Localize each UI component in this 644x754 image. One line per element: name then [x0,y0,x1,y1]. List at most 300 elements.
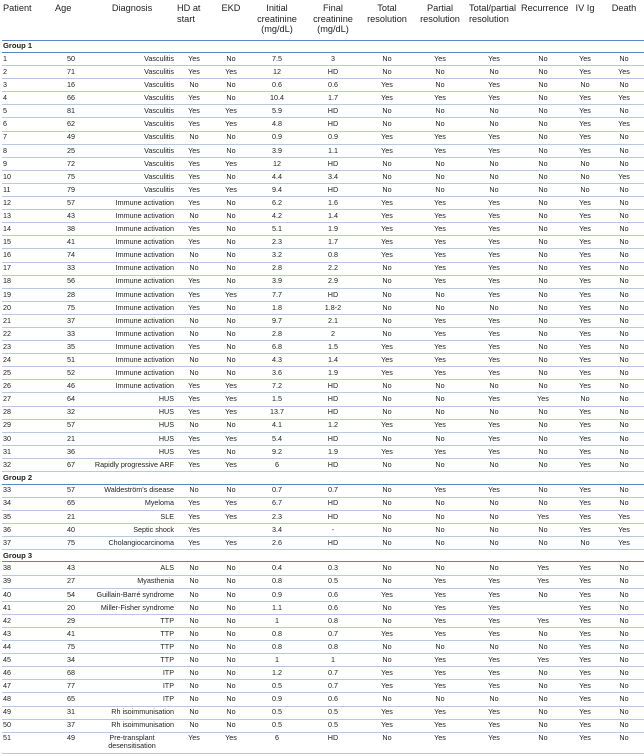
cell-total-partial-resolution: Yes [468,144,520,157]
cell-total-resolution: No [362,118,412,131]
cell-patient: 44 [2,641,54,654]
group-header-row [2,40,644,53]
cell-patient: 43 [2,627,54,640]
cell-initial-creatinine: 0.5 [250,719,304,732]
cell-death: No [604,601,644,614]
cell-age: 51 [54,354,88,367]
header-age: Age [55,3,72,13]
table-row [2,393,644,406]
cell-ekd: No [212,614,250,627]
cell-total-resolution: No [362,536,412,549]
cell-recurrence: Yes [520,575,566,588]
cell-ekd: No [212,484,250,497]
cell-final-creatinine: HD [304,432,362,445]
cell-partial-resolution: Yes [412,680,468,693]
cell-partial-resolution: Yes [412,314,468,327]
cell-ekd: No [212,641,250,654]
cell-recurrence: No [520,105,566,118]
cell-recurrence: No [520,367,566,380]
table-row [2,380,644,393]
cell-initial-creatinine: 4.8 [250,118,304,131]
cell-hd-at-start: No [176,680,212,693]
cell-ekd: No [212,53,250,66]
cell-total-partial-resolution: Yes [468,236,520,249]
cell-ekd: Yes [212,118,250,131]
cell-recurrence: No [520,354,566,367]
cell-initial-creatinine: 2.8 [250,327,304,340]
cell-total-partial-resolution: Yes [468,706,520,719]
cell-iv-ig: Yes [566,367,604,380]
cell-diagnosis: HUS [88,393,176,406]
cell-death: Yes [604,66,644,79]
cell-final-creatinine: 0.8 [304,614,362,627]
table-row [2,458,644,471]
cell-patient: 4 [2,92,54,105]
cell-age: 79 [54,183,88,196]
cell-diagnosis: Myeloma [88,497,176,510]
table-row [2,275,644,288]
cell-patient: 20 [2,301,54,314]
cell-iv-ig: Yes [566,497,604,510]
table-row [2,131,644,144]
cell-death: Yes [604,92,644,105]
cell-iv-ig: Yes [566,210,604,223]
cell-recurrence: No [520,53,566,66]
table-row [2,562,644,575]
cell-initial-creatinine: 3.9 [250,144,304,157]
cell-patient: 35 [2,510,54,523]
cell-hd-at-start: Yes [176,105,212,118]
cell-age: 68 [54,667,88,680]
cell-total-resolution: Yes [362,210,412,223]
cell-partial-resolution: Yes [412,262,468,275]
cell-diagnosis: Vasculitis [88,105,176,118]
cell-age: 46 [54,380,88,393]
cell-recurrence: Yes [520,393,566,406]
header-final-creatinine [304,0,362,40]
cell-age: 57 [54,419,88,432]
cell-hd-at-start: No [176,314,212,327]
cell-hd-at-start: Yes [176,53,212,66]
cell-partial-resolution: No [412,536,468,549]
cell-recurrence: No [520,693,566,706]
cell-partial-resolution: No [412,497,468,510]
cell-age: 43 [54,210,88,223]
cell-total-resolution: Yes [362,445,412,458]
cell-partial-resolution: Yes [412,144,468,157]
cell-patient: 49 [2,706,54,719]
cell-patient: 40 [2,588,54,601]
cell-hd-at-start: Yes [176,157,212,170]
cell-final-creatinine: 0.8 [304,641,362,654]
table-row [2,157,644,170]
cell-initial-creatinine: 7.5 [250,53,304,66]
cell-patient: 11 [2,183,54,196]
cell-patient: 10 [2,170,54,183]
cell-patient: 21 [2,314,54,327]
cell-death: No [604,458,644,471]
table-row [2,667,644,680]
cell-age: 54 [54,588,88,601]
cell-age: 75 [54,641,88,654]
cell-recurrence: No [520,197,566,210]
cell-death: No [604,562,644,575]
cell-death: No [604,654,644,667]
cell-total-resolution: No [362,601,412,614]
cell-total-partial-resolution: Yes [468,249,520,262]
cell-death: No [604,53,644,66]
cell-age: 56 [54,275,88,288]
cell-diagnosis: Rapidly progressive ARF [88,458,176,471]
cell-patient: 1 [2,53,54,66]
cell-age: 21 [54,510,88,523]
cell-recurrence: No [520,719,566,732]
cell-ekd: No [212,131,250,144]
cell-death: No [604,445,644,458]
table-row [2,105,644,118]
cell-initial-creatinine: 6.2 [250,197,304,210]
cell-final-creatinine: - [304,523,362,536]
header-ic-line-3: (mg/dL) [261,24,293,34]
table-row [2,719,644,732]
cell-total-partial-resolution: Yes [468,367,520,380]
cell-iv-ig: Yes [566,327,604,340]
cell-age: 49 [54,131,88,144]
cell-diagnosis: Vasculitis [88,92,176,105]
cell-total-partial-resolution: Yes [468,79,520,92]
cell-iv-ig: Yes [566,575,604,588]
cell-total-resolution: Yes [362,197,412,210]
cell-age: 29 [54,614,88,627]
table-row [2,210,644,223]
cell-patient: 15 [2,236,54,249]
cell-initial-creatinine: 0.4 [250,562,304,575]
cell-hd-at-start: Yes [176,406,212,419]
cell-age: 27 [54,575,88,588]
cell-total-partial-resolution: No [468,118,520,131]
cell-final-creatinine: HD [304,105,362,118]
cell-iv-ig: Yes [566,314,604,327]
cell-iv-ig: Yes [566,601,604,614]
cell-death: No [604,341,644,354]
cell-ekd: Yes [212,732,250,753]
cell-patient: 9 [2,157,54,170]
cell-total-resolution: No [362,458,412,471]
cell-patient: 7 [2,131,54,144]
cell-final-creatinine: HD [304,510,362,523]
cell-patient: 18 [2,275,54,288]
cell-age: 41 [54,236,88,249]
cell-initial-creatinine: 13.7 [250,406,304,419]
cell-death: No [604,314,644,327]
table-row [2,118,644,131]
cell-recurrence: Yes [520,614,566,627]
cell-recurrence: No [520,536,566,549]
cell-total-resolution: No [362,170,412,183]
cell-initial-creatinine: 5.1 [250,223,304,236]
cell-total-resolution: Yes [362,223,412,236]
cell-initial-creatinine: 2.6 [250,536,304,549]
cell-initial-creatinine: 5.4 [250,432,304,445]
cell-total-resolution: No [362,562,412,575]
cell-final-creatinine: HD [304,288,362,301]
cell-ekd: Yes [212,458,250,471]
cell-total-resolution: No [362,262,412,275]
header-recurrence: Recurrence [521,3,569,13]
cell-final-creatinine: 0.6 [304,588,362,601]
cell-diagnosis: HUS [88,406,176,419]
cell-diagnosis: Vasculitis [88,79,176,92]
cell-final-creatinine: 0.7 [304,484,362,497]
cell-diagnosis: Septic shock [88,523,176,536]
cell-final-creatinine: HD [304,497,362,510]
cell-partial-resolution: No [412,170,468,183]
cell-death: No [604,575,644,588]
cell-ekd: No [212,588,250,601]
cell-iv-ig: Yes [566,275,604,288]
cell-diagnosis: HUS [88,432,176,445]
cell-diagnosis: SLE [88,510,176,523]
cell-ekd: No [212,654,250,667]
cell-total-resolution: Yes [362,236,412,249]
cell-hd-at-start: No [176,588,212,601]
cell-iv-ig: Yes [566,588,604,601]
cell-recurrence: No [520,458,566,471]
cell-total-resolution: No [362,393,412,406]
cell-recurrence: No [520,667,566,680]
header-tr-line-1: Total [377,3,397,13]
cell-iv-ig: No [566,536,604,549]
cell-diagnosis: Immune activation [88,288,176,301]
cell-partial-resolution: No [412,301,468,314]
header-initial-creatinine [250,0,304,40]
cell-hd-at-start: No [176,484,212,497]
cell-hd-at-start: Yes [176,170,212,183]
group-label: Group 3 [2,549,644,562]
cell-initial-creatinine: 1.5 [250,393,304,406]
cell-total-partial-resolution: Yes [468,92,520,105]
cell-initial-creatinine: 6 [250,458,304,471]
cell-age: 77 [54,680,88,693]
cell-total-partial-resolution: Yes [468,262,520,275]
cell-final-creatinine: 1.2 [304,419,362,432]
cell-total-partial-resolution: No [468,693,520,706]
cell-diagnosis: Immune activation [88,236,176,249]
cell-diagnosis: Rh isoimmunisation [88,706,176,719]
header-tpr-line-1: Total/partial [469,3,516,13]
cell-final-creatinine: 1.8-2 [304,301,362,314]
cell-total-resolution: No [362,614,412,627]
cell-diagnosis: HUS [88,419,176,432]
cell-patient: 26 [2,380,54,393]
cell-iv-ig: Yes [566,341,604,354]
table-row [2,575,644,588]
cell-ekd: No [212,341,250,354]
cell-final-creatinine: 0.3 [304,562,362,575]
cell-total-partial-resolution: Yes [468,354,520,367]
cell-total-resolution: Yes [362,367,412,380]
cell-initial-creatinine: 10.4 [250,92,304,105]
cell-iv-ig: Yes [566,680,604,693]
cell-patient: 41 [2,601,54,614]
cell-death: No [604,223,644,236]
cell-partial-resolution: No [412,157,468,170]
cell-partial-resolution: No [412,641,468,654]
cell-iv-ig: Yes [566,131,604,144]
cell-death: No [604,157,644,170]
cell-final-creatinine: 0.5 [304,719,362,732]
cell-age: 32 [54,406,88,419]
cell-initial-creatinine: 0.8 [250,575,304,588]
cell-recurrence: No [520,445,566,458]
cell-ekd: No [212,249,250,262]
cell-death: Yes [604,170,644,183]
cell-age: 65 [54,497,88,510]
cell-partial-resolution: Yes [412,131,468,144]
table-row [2,627,644,640]
cell-hd-at-start: Yes [176,432,212,445]
cell-ekd: Yes [212,105,250,118]
cell-total-partial-resolution: Yes [468,484,520,497]
cell-initial-creatinine: 0.8 [250,627,304,640]
cell-iv-ig: Yes [566,732,604,753]
cell-age: 75 [54,301,88,314]
cell-age: 31 [54,706,88,719]
cell-total-resolution: No [362,105,412,118]
header-tpr-line-2: resolution [469,13,509,24]
cell-patient: 28 [2,406,54,419]
header-fc-line-2: creatinine [313,13,353,24]
cell-death: Yes [604,523,644,536]
cell-recurrence: No [520,497,566,510]
cell-total-resolution: Yes [362,667,412,680]
cell-total-resolution: No [362,183,412,196]
cell-total-resolution: No [362,510,412,523]
table-row [2,680,644,693]
cell-ekd: No [212,601,250,614]
cell-iv-ig: Yes [566,693,604,706]
table-row [2,92,644,105]
header-pr-line-2: resolution [420,13,460,24]
cell-total-resolution: Yes [362,131,412,144]
cell-diagnosis: Immune activation [88,301,176,314]
cell-total-partial-resolution: No [468,105,520,118]
cell-hd-at-start: Yes [176,536,212,549]
cell-age: 28 [54,288,88,301]
cell-hd-at-start: Yes [176,458,212,471]
cell-death: No [604,693,644,706]
header-iv-ig: IV Ig [575,3,595,13]
cell-hd-at-start: No [176,614,212,627]
cell-age: 49 [54,732,88,753]
cell-partial-resolution: Yes [412,354,468,367]
table-row [2,641,644,654]
cell-initial-creatinine: 0.5 [250,706,304,719]
table-row [2,510,644,523]
cell-age: 52 [54,367,88,380]
cell-death: No [604,275,644,288]
cell-total-partial-resolution: Yes [468,53,520,66]
table-row [2,732,644,753]
cell-diagnosis: Vasculitis [88,144,176,157]
cell-recurrence: No [520,66,566,79]
cell-partial-resolution: Yes [412,732,468,753]
table-row [2,536,644,549]
cell-final-creatinine: 0.5 [304,706,362,719]
cell-age: 75 [54,170,88,183]
cell-initial-creatinine: 9.2 [250,445,304,458]
cell-hd-at-start: Yes [176,288,212,301]
table-row [2,693,644,706]
cell-partial-resolution: Yes [412,249,468,262]
cell-total-partial-resolution: Yes [468,588,520,601]
cell-final-creatinine: 1.6 [304,197,362,210]
cell-diagnosis: Vasculitis [88,170,176,183]
cell-total-partial-resolution: No [468,510,520,523]
cell-diagnosis: Waldeström's disease [88,484,176,497]
cell-initial-creatinine: 0.9 [250,588,304,601]
cell-patient: 13 [2,210,54,223]
cell-initial-creatinine: 4.3 [250,354,304,367]
cell-final-creatinine: 1.5 [304,341,362,354]
cell-recurrence: Yes [520,510,566,523]
cell-death: No [604,627,644,640]
cell-death: No [604,432,644,445]
cell-patient: 19 [2,288,54,301]
cell-hd-at-start: Yes [176,301,212,314]
cell-final-creatinine: 2 [304,327,362,340]
cell-diagnosis: Immune activation [88,367,176,380]
cell-total-partial-resolution: Yes [468,393,520,406]
cell-death: No [604,393,644,406]
cell-age: 74 [54,249,88,262]
cell-initial-creatinine: 2.3 [250,510,304,523]
cell-diagnosis: Pre-transplant desensitisation [88,732,176,753]
cell-hd-at-start: No [176,706,212,719]
cell-iv-ig: Yes [566,432,604,445]
cell-initial-creatinine: 1.8 [250,301,304,314]
cell-initial-creatinine: 0.5 [250,680,304,693]
cell-total-partial-resolution: No [468,157,520,170]
cell-total-partial-resolution: No [468,406,520,419]
cell-death: No [604,484,644,497]
cell-diagnosis: TTP [88,654,176,667]
cell-recurrence: No [520,170,566,183]
cell-diagnosis: Immune activation [88,354,176,367]
cell-patient: 30 [2,432,54,445]
cell-age: 37 [54,719,88,732]
group-header-row [2,472,644,485]
table-row [2,170,644,183]
cell-total-resolution: Yes [362,79,412,92]
cell-ekd: Yes [212,66,250,79]
cell-initial-creatinine: 9.7 [250,314,304,327]
cell-total-partial-resolution: Yes [468,131,520,144]
cell-recurrence: No [520,680,566,693]
cell-total-resolution: No [362,380,412,393]
table-row [2,314,644,327]
cell-iv-ig: Yes [566,562,604,575]
cell-recurrence: No [520,288,566,301]
cell-iv-ig: Yes [566,406,604,419]
cell-patient: 25 [2,367,54,380]
header-fc-line-3: (mg/dL) [317,24,349,34]
cell-death: No [604,680,644,693]
header-tr-line-2: resolution [367,13,407,24]
cell-age: 16 [54,79,88,92]
cell-ekd: No [212,314,250,327]
cell-age: 43 [54,562,88,575]
